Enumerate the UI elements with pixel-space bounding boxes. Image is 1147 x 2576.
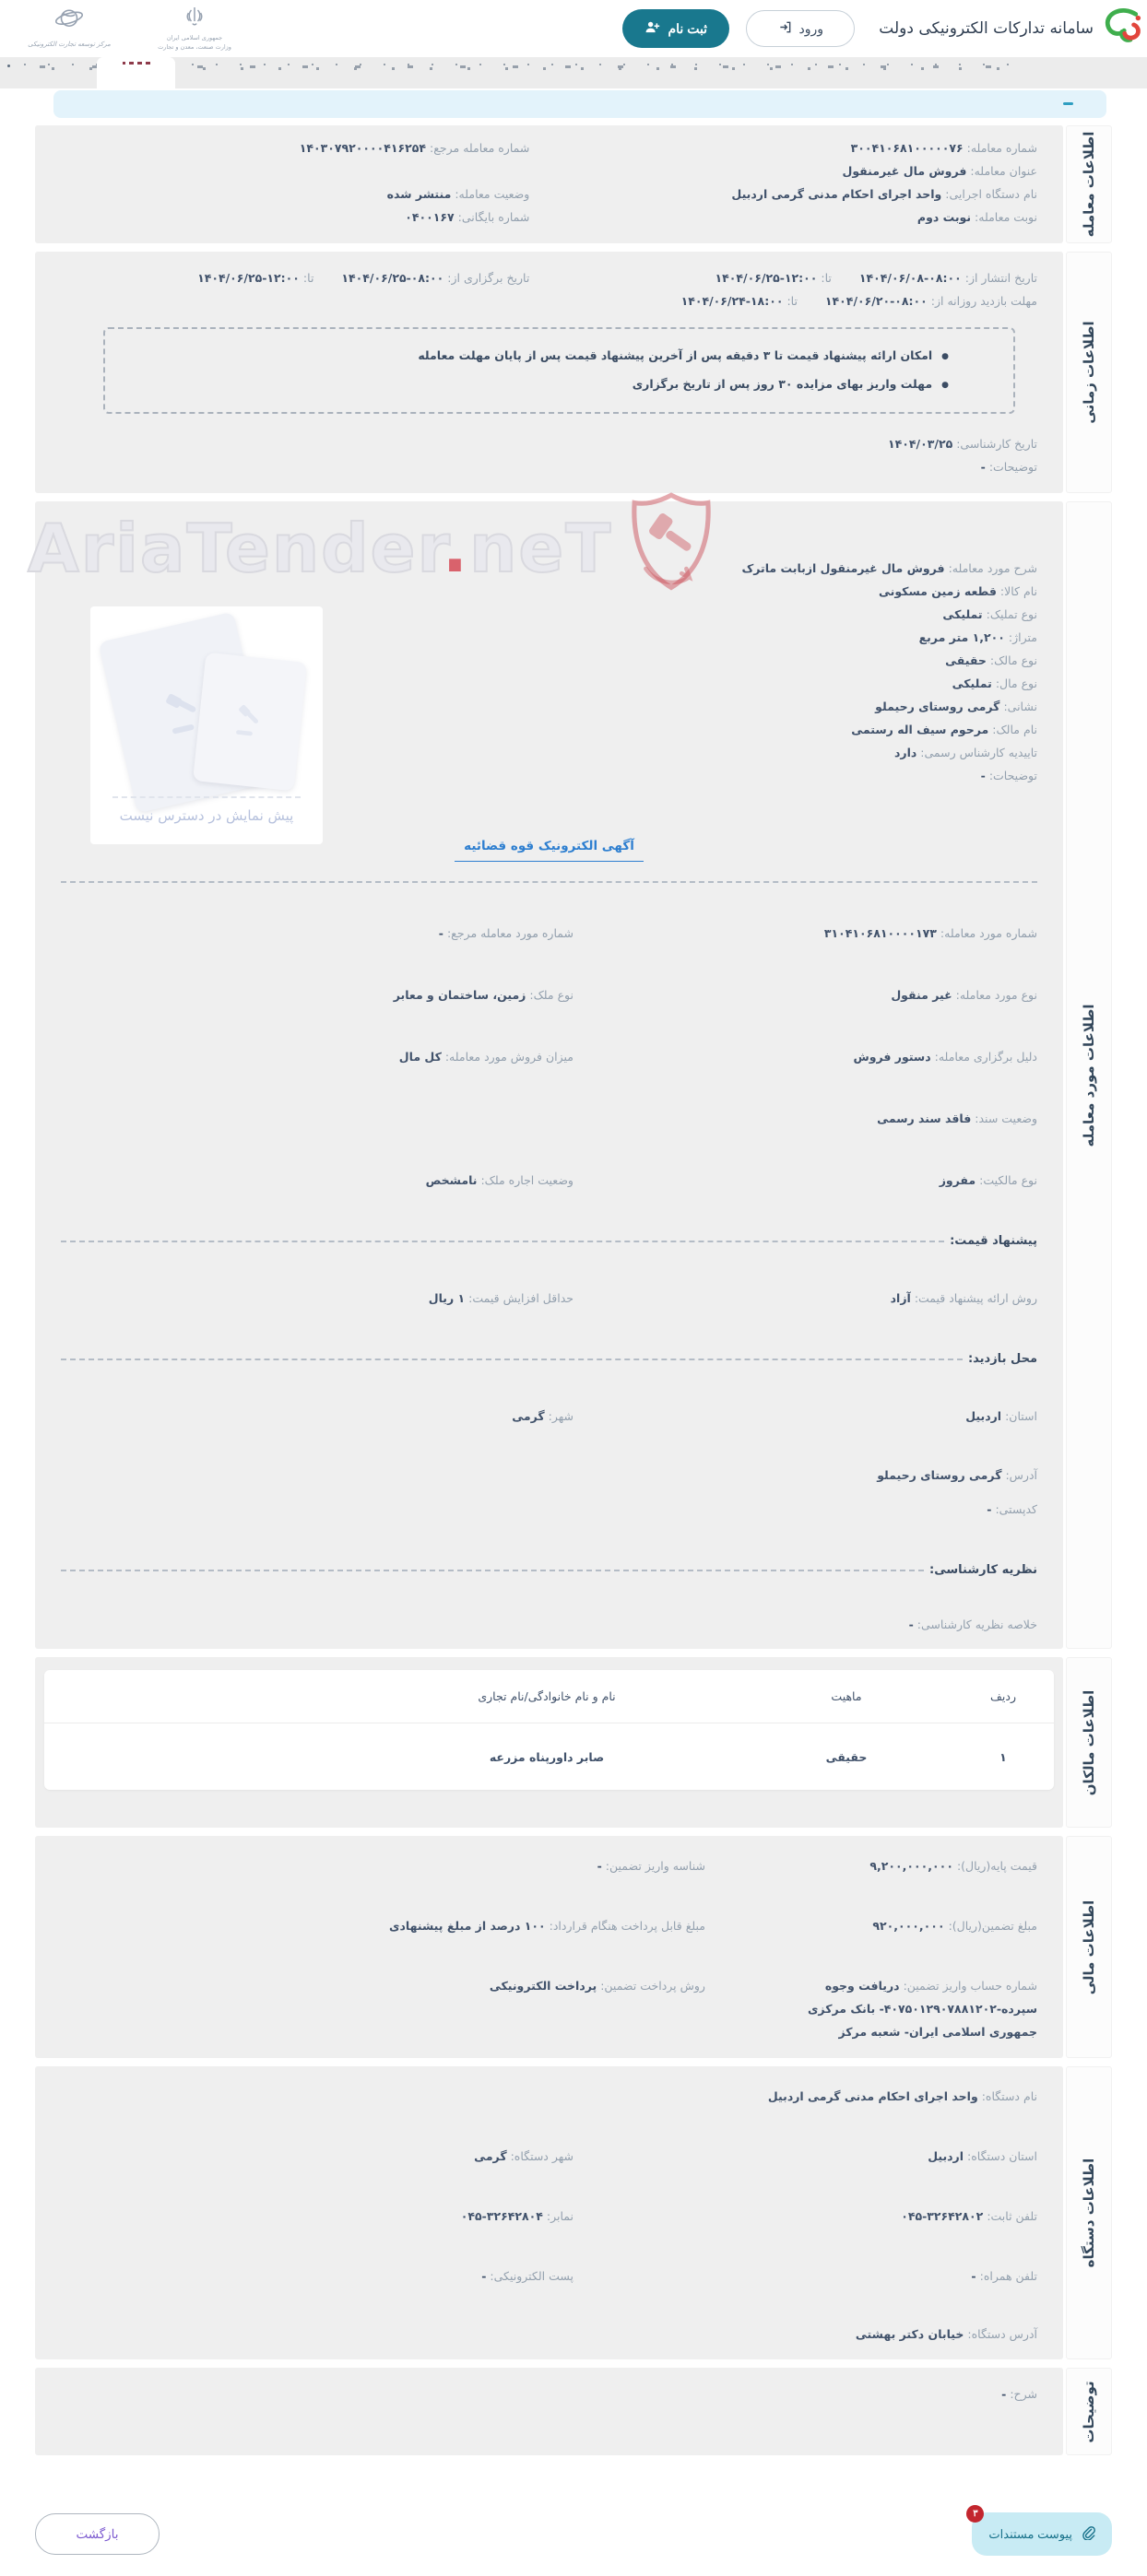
login-label: ورود <box>798 20 824 36</box>
globe-icon <box>53 5 86 40</box>
owners-table-header <box>44 1670 1054 1723</box>
section-title: اطلاعات معامله <box>1081 131 1097 238</box>
section-notes-side <box>1066 2368 1112 2455</box>
estate-type: نوع ملک: زمین، ساختمان و معابر <box>393 988 574 1002</box>
agency-mobile: تلفن همراه: - <box>971 2269 1037 2283</box>
visit-address: آدرس: گرمی روستای رحیملو <box>877 1468 1037 1482</box>
section-title: اطلاعات دستگاه <box>1081 2158 1097 2268</box>
subject-type: نوع مورد معامله: غیر منقول <box>891 988 1037 1002</box>
deal-number: شماره معامله: ۳۰۰۴۱۰۶۸۱۰۰۰۰۰۷۶ <box>850 141 1037 155</box>
case-ref-number: شماره مورد معامله مرجع: - <box>438 926 574 940</box>
register-label: ثبت نام <box>668 20 708 36</box>
bid-method: روش ارائه پیشنهاد قیمت: آزاد <box>890 1291 1037 1305</box>
auction-reason: دلیل برگزاری معامله: دستور فروش <box>853 1050 1037 1064</box>
expert-opinion-summary: خلاصه نظریه کارشناسی: - <box>908 1617 1037 1631</box>
cell-entity-type: حقیقی <box>825 1749 868 1764</box>
subject-note: توضیحات: - <box>980 769 1037 782</box>
ecdc-logo <box>18 5 120 50</box>
section-agency-side <box>1066 2066 1112 2359</box>
case-number: شماره مورد معامله: ۳۱۰۴۱۰۶۸۱۰۰۰۰۱۷۳ <box>823 926 1037 940</box>
agency-fax: نمابر: ۰۴۵-۳۲۶۴۲۸۰۴ <box>460 2209 574 2223</box>
government-logos <box>13 5 245 53</box>
rent-status: وضعیت اجاره ملک: نامشخص <box>425 1173 574 1187</box>
dashed-divider <box>61 881 1037 883</box>
subject-item-name: نام کالا: قطعه زمین مسکونی <box>879 584 1037 598</box>
base-price: قیمت پایه(ریال): ۹,۲۰۰,۰۰۰,۰۰۰ <box>869 1859 1037 1873</box>
login-button[interactable] <box>746 10 855 47</box>
attachments-button[interactable] <box>972 2509 1112 2556</box>
visit-date-range: مهلت بازدید روزانه از: ۱۴۰۴/۰۶/۲۰-۰۸:۰۰ تا: ۱۴۰۴/۰۶/۲۴-۱۸:۰۰ <box>680 294 1037 308</box>
deal-title: عنوان معامله: فروش مال غیرمنقول <box>842 164 1037 178</box>
section-notes <box>35 2368 1112 2455</box>
bullet-icon: ● <box>941 352 949 361</box>
section-title: اطلاعات زمانی <box>1081 321 1097 424</box>
visit-city: شهر: گرمی <box>512 1409 574 1423</box>
login-icon <box>778 20 792 37</box>
deal-ref-number: شماره معامله مرجع: ۱۴۰۳۰۷۹۲۰۰۰۰۴۱۶۲۵۴ <box>299 141 530 155</box>
visit-postal-code: کدپستی: - <box>987 1502 1037 1516</box>
section-deal-info <box>35 125 1112 243</box>
agency-province: استان دستگاه: اردبیل <box>928 2149 1037 2163</box>
owners-table <box>44 1670 1054 1790</box>
bullet-icon: ● <box>941 381 949 390</box>
col-entity-type: ماهیت <box>831 1689 862 1703</box>
ministry-logo <box>144 5 245 53</box>
section-title: اطلاعات مالکان <box>1081 1689 1097 1795</box>
price-proposal-separator: پیشنهاد قیمت: <box>61 1234 1037 1248</box>
table-row <box>44 1723 1054 1790</box>
agency-city: شهر دستگاه: گرمی <box>474 2149 574 2163</box>
held-date-range: تاریخ برگزاری از: ۱۴۰۴/۰۶/۲۵-۰۸:۰۰ تا: ۱۴۰۴/۰۶/۲۵-۱۲:۰۰ <box>197 271 530 285</box>
paperclip-icon <box>1081 2525 1095 2543</box>
ministry-caption-1: جمهوری اسلامی ایران <box>166 34 223 42</box>
timing-description: توضیحات: - <box>980 460 1037 474</box>
app-title: سامانه تدارکات الکترونیکی دولت <box>879 19 1094 38</box>
publish-date-range: تاریخ انتشار از: ۱۴۰۴/۰۶/۰۸-۰۸:۰۰ تا: ۱۴۰۴/۰۶/۲۵-۱۲:۰۰ <box>715 271 1037 285</box>
subject-expert-cert: تاییدیه کارشناس رسمی: دارد <box>894 746 1037 759</box>
judiciary-eauction-link[interactable]: آگهی الکترونیک قوه قضائیه <box>455 839 644 862</box>
subject-location: نشانی: گرمی روستای رحیملو <box>875 700 1037 713</box>
attachments-count-badge: ۳ <box>966 2505 984 2523</box>
document-status: وضعیت سند: فاقد سند رسمی <box>877 1112 1037 1125</box>
notes-description: شرح: - <box>1001 2387 1037 2401</box>
ownership-type: نوع مالکیت: مفروز <box>939 1173 1037 1187</box>
section-subject-info <box>28 501 1112 1649</box>
guarantee-pay-method: روش پرداخت تضمین: پرداخت الکترونیکی <box>489 1979 705 1993</box>
col-full-name: نام و نام خانوادگی/نام تجاری <box>478 1689 616 1703</box>
brand <box>879 7 1141 50</box>
visit-place-separator: محل بازدید: <box>61 1352 1037 1366</box>
setad-logo-icon <box>1099 7 1141 50</box>
ministry-caption-2: وزارت صنعت، معدن و تجارت <box>158 43 231 51</box>
subject-area: متراژ: ۱,۲۰۰ متر مربع <box>918 630 1037 644</box>
attachments-label: پیوست مستندات <box>988 2526 1072 2541</box>
user-plus-icon <box>644 20 660 37</box>
header <box>0 0 1147 57</box>
section-deal-side <box>1066 125 1112 243</box>
guarantee-account: شماره حساب واریز تضمین: دریافت وجوه سپرده-۴۰۷۵۰۱۲۹۰۷۸۸۱۲۰۲- بانک مرکزی جمهوری اسلامی ایران- شعبه مرکز <box>807 1979 1037 2039</box>
timing-note-1: ●امکان ارائه پیشنهاد قیمت تا ۳ دقیقه پس از آخرین پیشنهاد قیمت پس از پایان مهلت معامله <box>418 348 949 362</box>
deal-turn: نوبت معامله: نوبت دوم <box>916 210 1037 224</box>
agency-address: آدرس دستگاه: خیابان دکتر بهشتی <box>855 2327 1037 2341</box>
agency-name: نام دستگاه: واحد اجرای احکام مدنی گرمی اردبیل <box>767 2089 1037 2103</box>
iran-emblem-icon <box>183 5 206 34</box>
deal-archive-number: شماره بایگانی: ۰۴۰۰۱۶۷ <box>405 210 530 224</box>
section-title: اطلاعات مالی <box>1081 1900 1097 1994</box>
expert-opinion-separator: نظریه کارشناسی: <box>61 1563 1037 1577</box>
deal-executive-org: نام دستگاه اجرایی: واحد اجرای احکام مدنی گرمی اردبیل <box>731 187 1037 201</box>
col-row-number: ردیف <box>989 1689 1017 1703</box>
agency-phone: تلفن ثابت: ۰۴۵-۳۲۶۴۲۸۰۲ <box>901 2209 1037 2223</box>
guarantee-pay-id: شناسه واریز تضمین: - <box>597 1859 705 1873</box>
agency-email: پست الکترونیکی: - <box>481 2269 574 2283</box>
subject-tamlik-type: نوع تملیک: تملیکی <box>942 607 1037 621</box>
section-owners-side <box>1066 1657 1112 1828</box>
min-increase: حداقل افزایش قیمت: ۱ ریال <box>428 1291 574 1305</box>
preview-divider <box>112 796 301 798</box>
nav-dot <box>7 65 10 67</box>
section-timing-side <box>1066 252 1112 493</box>
section-owners-info <box>35 1657 1112 1828</box>
deal-status: وضعیت معامله: منتشر شده <box>386 187 530 201</box>
section-agency-info <box>35 2066 1112 2359</box>
subject-property-kind: نوع مال: تملیکی <box>952 676 1037 690</box>
section-title: اطلاعات مورد معامله <box>1081 1004 1097 1147</box>
info-banner-dash <box>1063 102 1073 105</box>
info-banner <box>53 90 1106 118</box>
nav-active-tab[interactable] <box>97 57 175 88</box>
nav-tab-text-fragment <box>123 62 150 65</box>
subject-description: شرح مورد معامله: فروش مال غیرمنقول ازبابت ماترک <box>741 561 1037 575</box>
sale-portion: میزان فروش مورد معامله: کل مال <box>398 1050 574 1064</box>
expertise-date: تاریخ کارشناسی: ۱۴۰۴/۰۳/۲۵ <box>888 437 1037 451</box>
ecdc-caption: مرکز توسعه تجارت الکترونیکی <box>28 41 111 49</box>
main-nav-strip[interactable] <box>0 57 1147 88</box>
cell-full-name: صابر داورپناه مزرعه <box>489 1749 605 1764</box>
subject-owner-type: نوع مالک: حقیقی <box>945 653 1037 667</box>
preview-unavailable-text: پیش نمایش در دسترس نیست <box>119 807 294 824</box>
section-financial-side <box>1066 1836 1112 2058</box>
subject-owner-name: نام مالک: مرحوم سیف اله رستمی <box>851 723 1037 736</box>
section-subject-side <box>1066 501 1112 1649</box>
section-timing-info <box>35 252 1112 493</box>
guarantee-amount: مبلغ تضمین(ریال): ۹۲۰,۰۰۰,۰۰۰ <box>872 1919 1037 1933</box>
watermark-text: AriaTender.neT <box>28 510 613 587</box>
section-title: توضیحات <box>1081 2380 1097 2443</box>
visit-province: استان: اردبیل <box>965 1409 1037 1423</box>
footer-actions <box>35 2509 1112 2576</box>
register-button[interactable] <box>622 9 729 48</box>
section-financial-info <box>35 1836 1112 2058</box>
payable-at-contract: مبلغ قابل پرداخت هنگام قرارداد: ۱۰۰ درصد از مبلغ پیشنهادی <box>389 1919 705 1933</box>
timing-note-2: ●مهلت واریز بهای مزایده ۳۰ روز پس از تاریخ برگزاری <box>632 377 949 391</box>
back-button[interactable]: بازگشت <box>35 2513 160 2555</box>
timing-notice-box <box>103 327 1015 414</box>
cell-row-number: ۱ <box>999 1749 1007 1764</box>
